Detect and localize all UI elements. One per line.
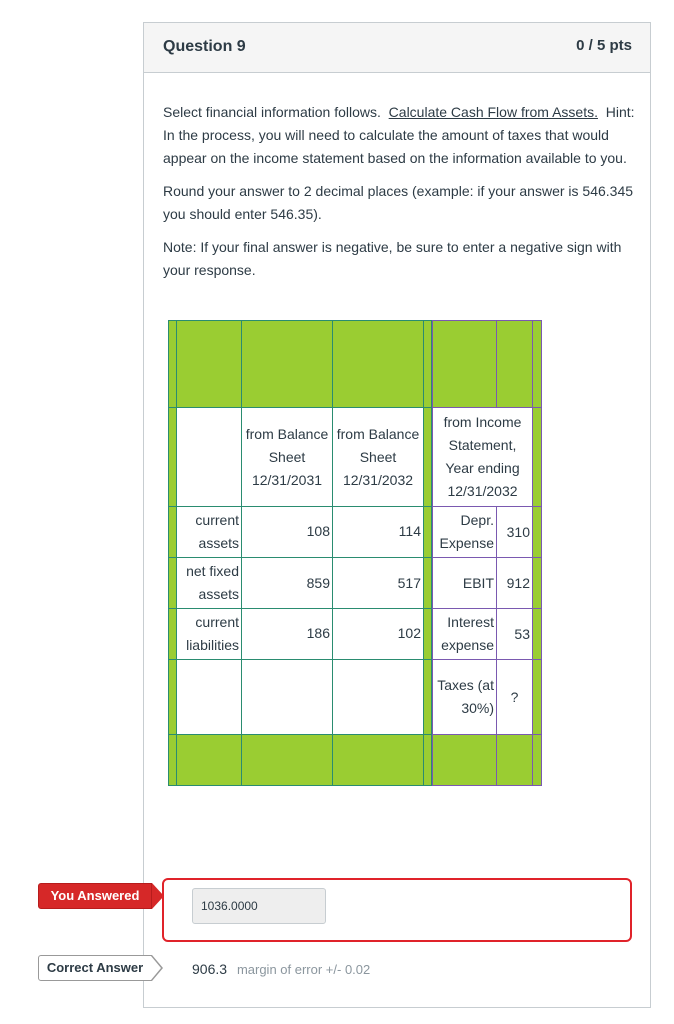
question-title: Question 9 xyxy=(163,38,246,55)
value-2032: 114 xyxy=(333,507,424,558)
table-row xyxy=(169,660,432,735)
correct-answer-tag: Correct Answer xyxy=(38,955,152,981)
question-hint: Hint: In the process, you will need to calculate the amount of taxes that would appear on the income statement based on the information available to you. xyxy=(163,104,635,166)
table-spacer-row xyxy=(433,321,542,408)
value-2031: 186 xyxy=(242,609,333,660)
row-value: ? xyxy=(497,660,533,735)
row-label: current assets xyxy=(177,507,242,558)
correct-answer xyxy=(192,961,370,977)
question-emphasis: Calculate Cash Flow from Assets. xyxy=(388,104,598,120)
table-row xyxy=(433,609,542,660)
table-row xyxy=(433,558,542,609)
question-paragraph-3: Note: If your final answer is negative, be sure to enter a negative sign with your response. xyxy=(163,239,622,278)
table-header-row xyxy=(169,408,432,507)
row-value: 310 xyxy=(497,507,533,558)
table-spacer-row xyxy=(433,735,542,786)
header-income-statement: from Income Statement, Year ending 12/31/2032 xyxy=(433,408,533,507)
income-statement-table xyxy=(432,320,542,786)
question-intro: Select financial information follows. xyxy=(163,104,381,120)
row-label: current liabilities xyxy=(177,609,242,660)
table-row xyxy=(169,507,432,558)
table-row xyxy=(433,660,542,735)
value-2031: 108 xyxy=(242,507,333,558)
header-balance-2031: from Balance Sheet 12/31/2031 xyxy=(242,408,333,507)
value-2032: 102 xyxy=(333,609,424,660)
answer-input[interactable]: 1036.0000 xyxy=(192,888,326,924)
row-label: Depr. Expense xyxy=(433,507,497,558)
table-row xyxy=(169,609,432,660)
value-2031: 859 xyxy=(242,558,333,609)
table-spacer-row xyxy=(169,735,432,786)
row-value: 53 xyxy=(497,609,533,660)
your-answer-box xyxy=(162,878,632,942)
question-paragraph-2: Round your answer to 2 decimal places (example: if your answer is 546.345 you should enter 546.35). xyxy=(163,183,634,222)
correct-answer-value: 906.3 xyxy=(192,961,228,977)
row-label: EBIT xyxy=(433,558,497,609)
table-spacer-row xyxy=(169,321,432,408)
question-paragraph-1 xyxy=(163,101,635,170)
row-label: Interest expense xyxy=(433,609,497,660)
balance-sheet-table xyxy=(168,320,432,786)
table-row xyxy=(169,558,432,609)
question-points: 0 / 5 pts xyxy=(576,37,632,54)
row-label: net fixed assets xyxy=(177,558,242,609)
question-header xyxy=(144,23,650,73)
table-row xyxy=(433,507,542,558)
you-answered-tag: You Answered xyxy=(38,883,152,909)
margin-of-error: margin of error +/- 0.02 xyxy=(236,962,371,977)
value-2032: 517 xyxy=(333,558,424,609)
question-text xyxy=(163,101,635,292)
row-value: 912 xyxy=(497,558,533,609)
header-balance-2032: from Balance Sheet 12/31/2032 xyxy=(333,408,424,507)
table-header-row xyxy=(433,408,542,507)
row-label: Taxes (at 30%) xyxy=(433,660,497,735)
